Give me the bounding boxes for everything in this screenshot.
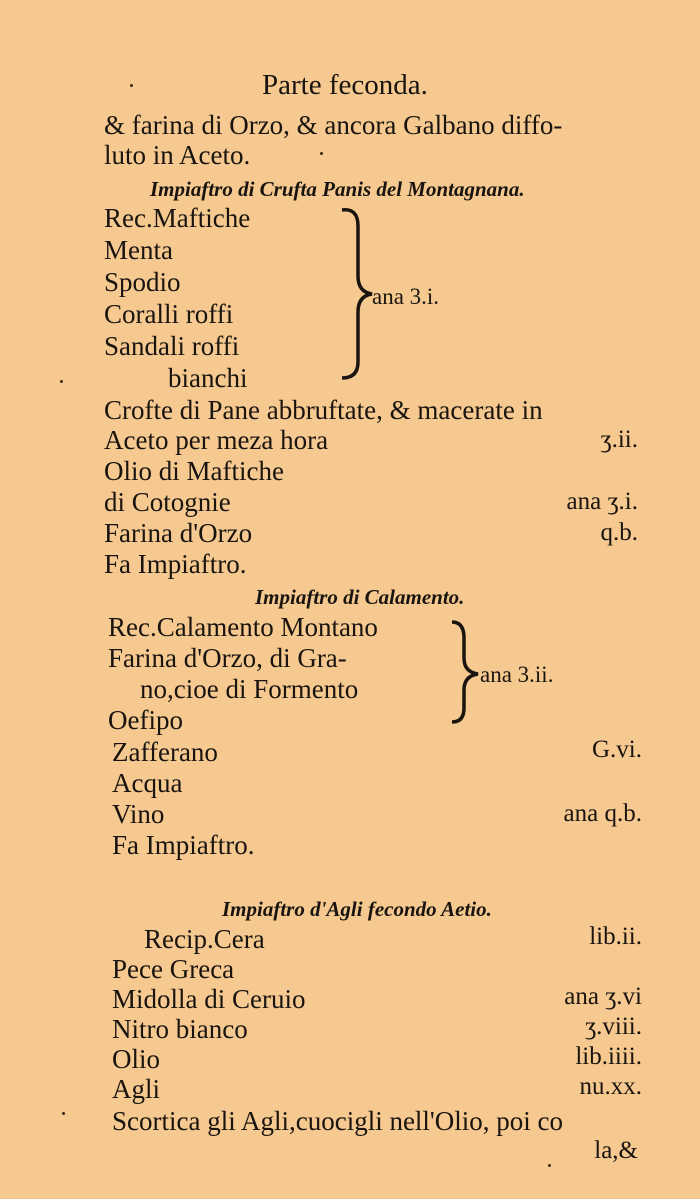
- ingredient: Farina d'Orzo, di Gra-: [108, 643, 347, 673]
- group-dose: ana 3.i.: [372, 284, 440, 309]
- ingredient: Coralli roffi: [104, 299, 234, 329]
- intro-line: luto in Aceto.: [104, 140, 251, 170]
- dose: lib.ii.: [589, 923, 642, 950]
- ink-speck: [130, 84, 133, 87]
- dose: q.b.: [600, 519, 638, 546]
- recipe-line: Midolla di Ceruio: [112, 984, 306, 1014]
- running-header: Parte feconda.: [262, 69, 428, 101]
- dose: G.vi.: [592, 736, 642, 763]
- recipe-line: Fa Impiaftro.: [112, 830, 255, 860]
- recipe-line: Recip.Cera: [144, 924, 265, 954]
- ingredient: bianchi: [168, 363, 248, 393]
- brace-icon: [448, 618, 484, 728]
- dose: ana ʒ.vi: [564, 983, 642, 1010]
- recipe-line: Zafferano: [112, 737, 218, 767]
- recipe-line: di Cotognie: [104, 487, 231, 517]
- ink-speck: [62, 1112, 65, 1115]
- dose: nu.xx.: [579, 1073, 642, 1100]
- dose: ʒ.ii.: [600, 426, 638, 453]
- recipe-line: Acqua: [112, 768, 183, 798]
- recipe-line: Scortica gli Agli,cuocigli nell'Olio, poi co: [112, 1106, 564, 1136]
- recipe-line: Vino: [112, 799, 165, 829]
- ink-speck: [60, 380, 63, 383]
- dose: ana q.b.: [563, 800, 642, 827]
- intro-line: & farina di Orzo, & ancora Galbano diffo-: [104, 110, 563, 140]
- recipe-line: Crofte di Pane abbruftate, & macerate in: [104, 395, 543, 425]
- ingredient: Spodio: [104, 267, 181, 297]
- dose: lib.iiii.: [575, 1043, 642, 1070]
- recipe-line: Aceto per meza hora: [104, 425, 329, 455]
- section-title: Impiaftro di Calamento.: [255, 585, 465, 609]
- ingredient: Rec.Maftiche: [104, 203, 251, 233]
- recipe-line: Pece Greca: [112, 954, 235, 984]
- ingredient: Menta: [104, 235, 173, 265]
- ink-speck: [548, 1164, 551, 1167]
- recipe-line: Olio: [112, 1044, 161, 1074]
- section-title: Impiaftro d'Agli fecondo Aetio.: [222, 897, 492, 921]
- ingredient: Sandali roffi: [104, 331, 240, 361]
- recipe-line: Nitro bianco: [112, 1014, 248, 1044]
- ingredient: Rec.Calamento Montano: [108, 612, 378, 642]
- recipe-line: Olio di Maftiche: [104, 456, 284, 486]
- catchword: la,&: [594, 1137, 638, 1164]
- recipe-line: Farina d'Orzo: [104, 518, 253, 548]
- group-dose: ana 3.ii.: [480, 662, 554, 687]
- dose: ʒ.viii.: [585, 1013, 642, 1040]
- ingredient: no,cioe di Formento: [140, 674, 359, 704]
- dose: ana ʒ.i.: [566, 488, 638, 515]
- ink-speck: [320, 152, 323, 155]
- ingredient: Oefipo: [108, 705, 183, 735]
- recipe-line: Agli: [112, 1074, 161, 1104]
- recipe-line: Fa Impiaftro.: [104, 549, 247, 579]
- section-title: Impiaftro di Crufta Panis del Montagnana.: [150, 177, 525, 201]
